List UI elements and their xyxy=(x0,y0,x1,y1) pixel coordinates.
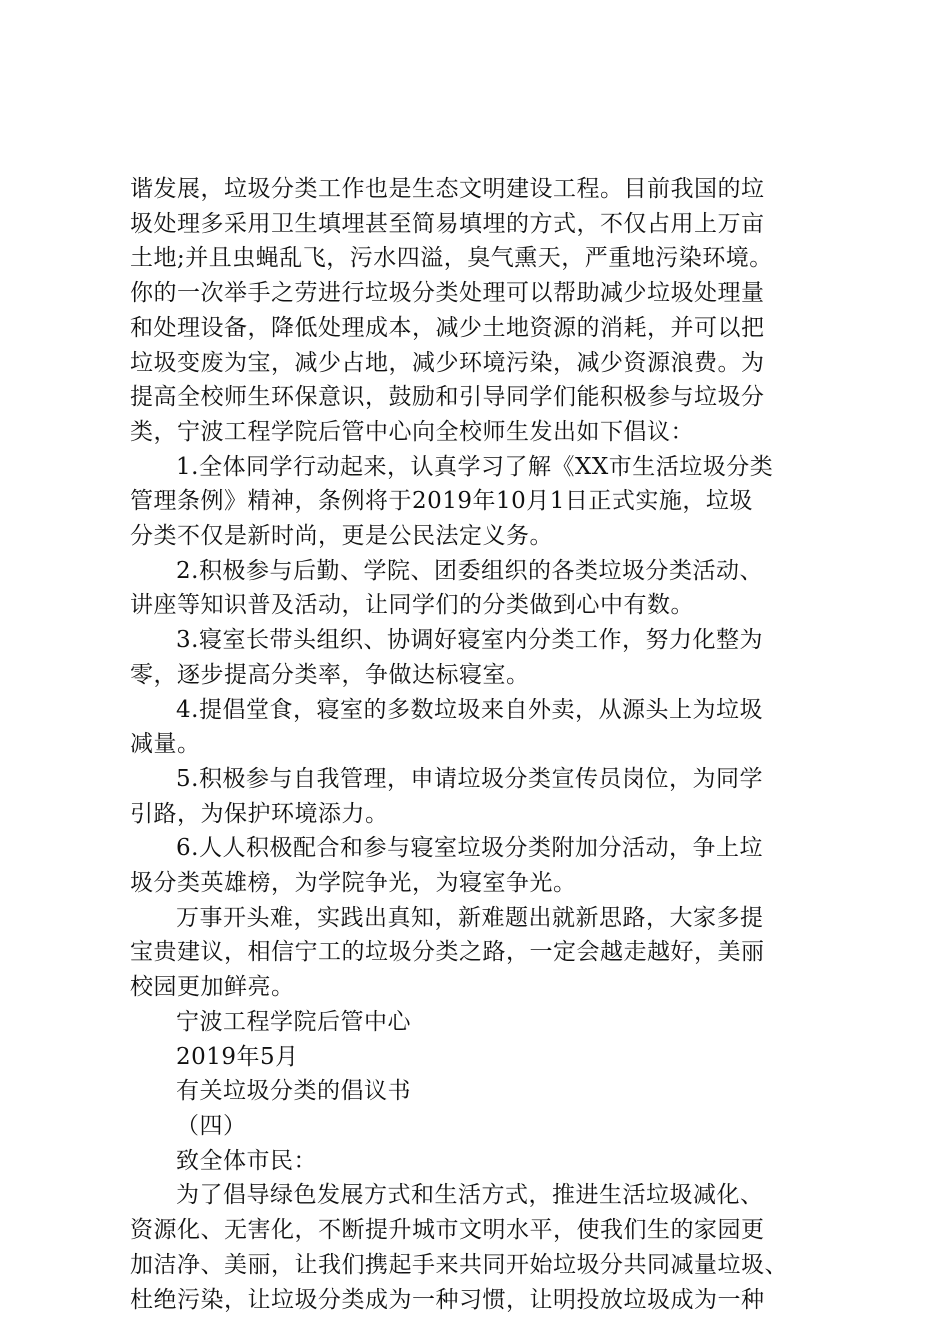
text-line: 垃圾变废为宝，减少占地，减少环境污染，减少资源浪费。为 xyxy=(130,349,765,376)
text-line: 圾分类英雄榜，为学院争光，为寝室争光。 xyxy=(130,870,577,897)
text-line: 你的一次举手之劳进行垃圾分类处理可以帮助减少垃圾处理量 xyxy=(130,280,765,307)
text-line: 5.积极参与自我管理，申请垃圾分类宣传员岗位，为同学 xyxy=(176,765,763,792)
text-line: 资源化、无害化，不断提升城市文明水平，使我们生的家园更 xyxy=(130,1217,765,1244)
text-line: 2.积极参与后勤、学院、团委组织的各类垃圾分类活动、 xyxy=(176,557,763,584)
text-line: 减量。 xyxy=(130,731,201,758)
text-line: 4.提倡堂食，寝室的多数垃圾来自外卖，从源头上为垃圾 xyxy=(176,696,763,723)
text-line: 和处理设备，降低处理成本，减少土地资源的消耗，并可以把 xyxy=(130,314,765,341)
text-line: 为了倡导绿色发展方式和生活方式，推进生活垃圾减化、 xyxy=(176,1182,764,1209)
text-line: 宝贵建议，相信宁工的垃圾分类之路，一定会越走越好，美丽 xyxy=(130,939,765,966)
text-line: 3.寝室长带头组织、协调好寝室内分类工作，努力化整为 xyxy=(176,627,763,654)
text-line: 谐发展，垃圾分类工作也是生态文明建设工程。目前我国的垃 xyxy=(130,176,765,202)
text-line: 土地;并且虫蝇乱飞，污水四溢，臭气熏天，严重地污染环境。 xyxy=(130,245,773,272)
text-line: （四） xyxy=(176,1112,247,1139)
text-line: 讲座等知识普及活动，让同学们的分类做到心中有数。 xyxy=(130,592,694,619)
text-line: 校园更加鲜亮。 xyxy=(130,974,295,1001)
text-line: 零，逐步提高分类率，争做达标寝室。 xyxy=(130,661,530,688)
text-line: 万事开头难，实践出真知，新难题出就新思路，大家多提 xyxy=(176,904,764,931)
text-line: 分类不仅是新时尚，更是公民法定义务。 xyxy=(130,523,553,550)
text-line: 管理条例》精神，条例将于2019年10月1日正式实施，垃圾 xyxy=(130,488,753,515)
text-line: 6.人人积极配合和参与寝室垃圾分类附加分活动，争上垃 xyxy=(176,835,763,862)
text-line: 加洁净、美丽，让我们携起手来共同开始垃圾分共同减量垃圾、 xyxy=(130,1251,788,1278)
text-line: 致全体市民： xyxy=(176,1147,317,1174)
text-line: 圾处理多采用卫生填埋甚至简易填埋的方式，不仅占用上万亩 xyxy=(130,210,765,237)
text-line: 宁波工程学院后管中心 xyxy=(176,1008,411,1035)
text-line: 类，宁波工程学院后管中心向全校师生发出如下倡议： xyxy=(130,418,694,445)
text-line: 有关垃圾分类的倡议书 xyxy=(176,1078,411,1105)
text-line: 提高全校师生环保意识，鼓励和引导同学们能积极参与垃圾分 xyxy=(130,384,765,411)
text-line: 杜绝污染，让垃圾分类成为一种习惯，让明投放垃圾成为一种 xyxy=(130,1286,765,1313)
text-line: 2019年5月 xyxy=(176,1043,299,1070)
text-line: 1.全体同学行动起来，认真学习了解《XX市生活垃圾分类 xyxy=(176,453,774,480)
document-body xyxy=(130,172,830,1317)
text-line: 引路，为保护环境添力。 xyxy=(130,800,389,827)
